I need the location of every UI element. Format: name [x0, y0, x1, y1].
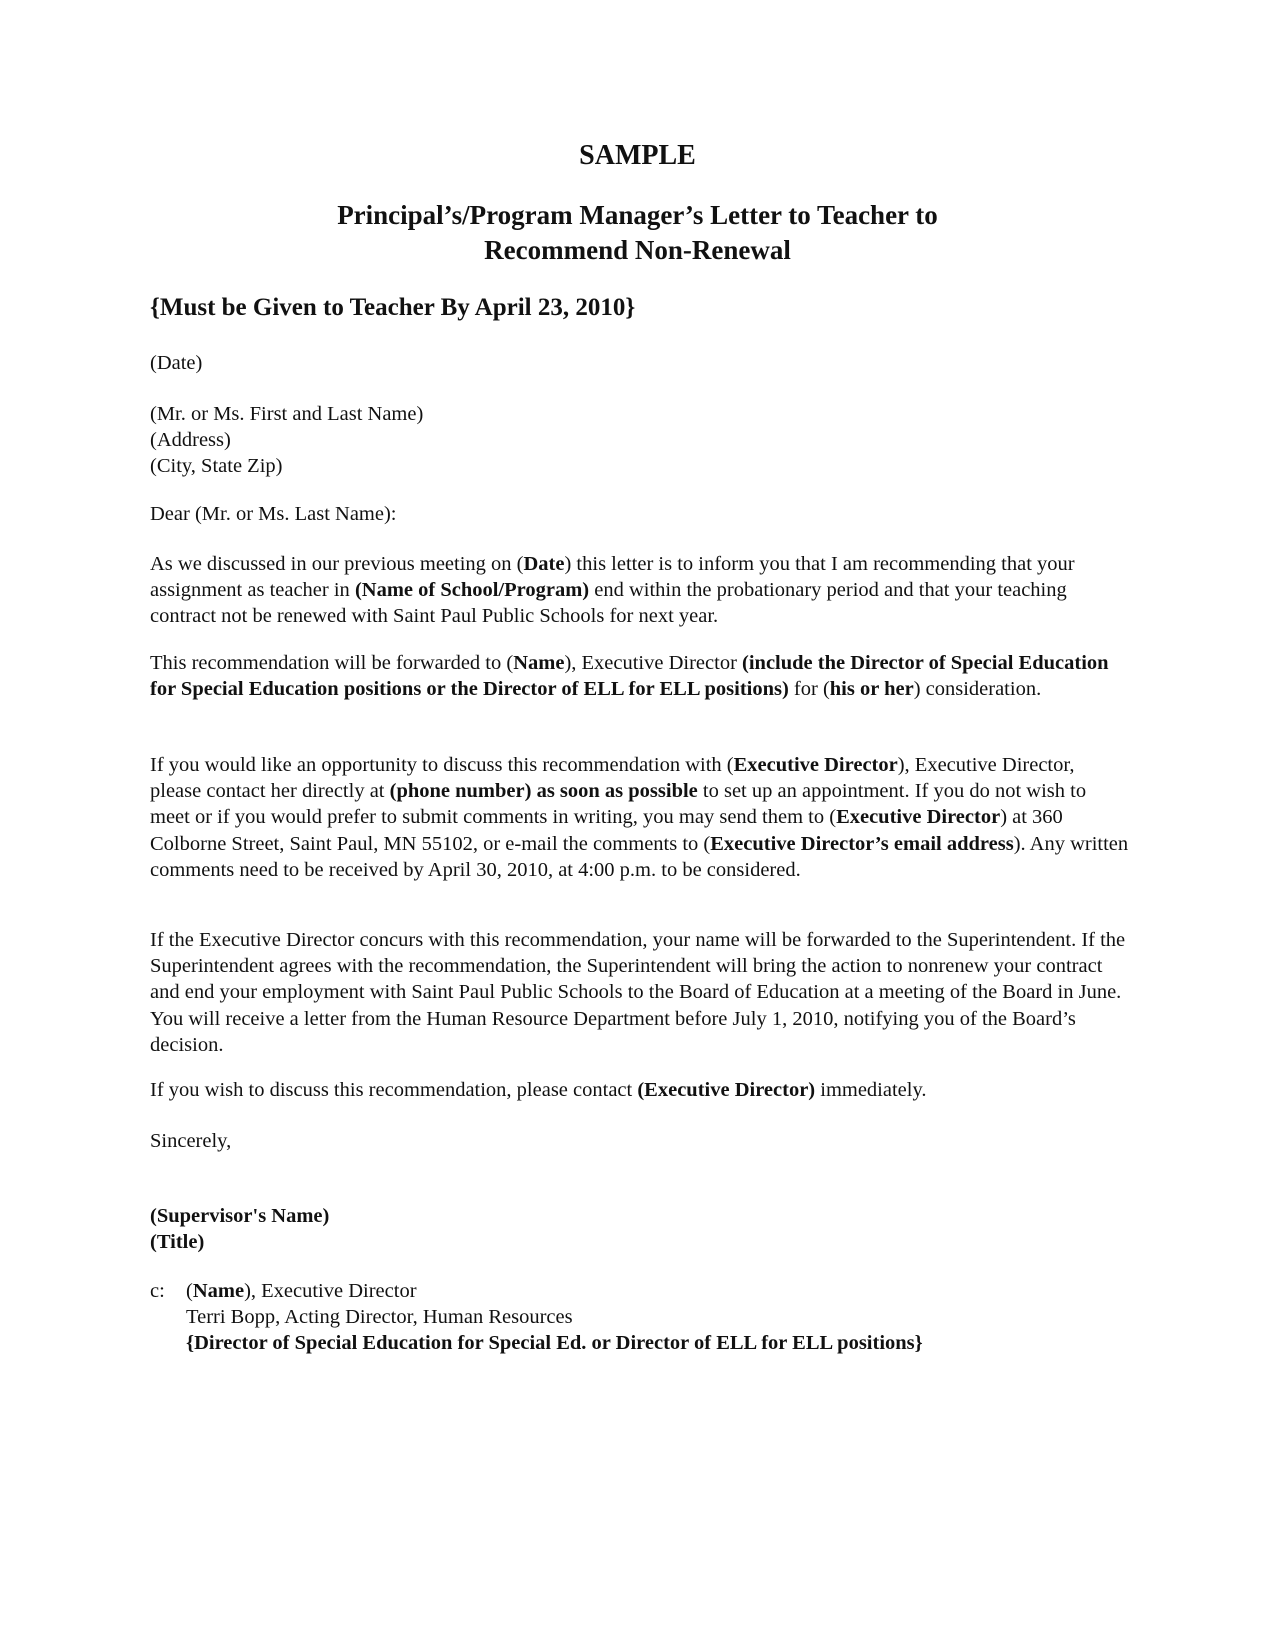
- paragraph-4: If the Executive Director concurs with this recommendation, your name will be forwarded to the Superintendent. If the Superintendent agrees with the recommendation, the Superintendent will bring the action to nonrenew your contract and end your employment with Saint Paul Public Schools to the Board of Education at a meeting of the Board in June. You will receive a letter from the Human Resource Department before July 1, 2010, notifying you of the Board’s decision.: [150, 929, 1126, 1056]
- salutation: Dear (Mr. or Ms. Last Name):: [150, 503, 397, 525]
- signature-title: (Title): [150, 1231, 205, 1254]
- cc-recipient: (Name), Executive Director: [186, 1280, 417, 1302]
- closing: Sincerely,: [150, 1130, 232, 1152]
- title-line-1: Principal’s/Program Manager’s Letter to Teacher to: [337, 200, 938, 230]
- address-line: (Mr. or Ms. First and Last Name): [150, 403, 424, 425]
- paragraph-5: If you wish to discuss this recommendation, please contact (Executive Director) immediately.: [150, 1079, 927, 1101]
- signature-name: (Supervisor's Name): [150, 1205, 330, 1227]
- address-line: (City, State Zip): [150, 455, 283, 478]
- recipient-address: [150, 401, 1130, 480]
- document-title: [0, 198, 1275, 268]
- title-line-2: Recommend Non-Renewal: [484, 235, 791, 265]
- paragraph-1: As we discussed in our previous meeting on (Date) this letter is to inform you that I am recommending that your assignment as teacher in (Name of School/Program) end within the probationary period and that your teaching contract not be renewed with Saint Paul Public Schools for next year.: [150, 553, 1075, 628]
- cc-label: c:: [150, 1280, 165, 1302]
- address-line: (Address): [150, 429, 231, 452]
- cc-recipient: {Director of Special Education for Special Ed. or Director of ELL for ELL positions}: [186, 1332, 923, 1355]
- cc-recipients: [186, 1278, 923, 1357]
- sample-heading: SAMPLE: [579, 140, 696, 171]
- paragraph-2: This recommendation will be forwarded to (Name), Executive Director (include the Director of Special Education for Special Education positions or the Director of ELL for ELL positions) for (his or her) consideration.: [150, 652, 1109, 701]
- paragraph-3: If you would like an opportunity to discuss this recommendation with (Executive Director), Executive Director, please contact her directly at (phone number) as soon as possible to set up an appointment. If you do not wish to meet or if you would prefer to submit comments in writing, you may send them to (Executive Director) at 360 Colborne Street, Saint Paul, MN 55102, or e-mail the comments to (Executive Director’s email address). Any written comments need to be received by April 30, 2010, at 4:00 p.m. to be considered.: [150, 754, 1129, 881]
- cc-recipient: Terri Bopp, Acting Director, Human Resources: [186, 1306, 573, 1329]
- deadline-notice: {Must be Given to Teacher By April 23, 2010}: [150, 294, 636, 321]
- date-placeholder: (Date): [150, 352, 203, 374]
- signature-block: [150, 1203, 1130, 1255]
- cc-list: [150, 1278, 1130, 1357]
